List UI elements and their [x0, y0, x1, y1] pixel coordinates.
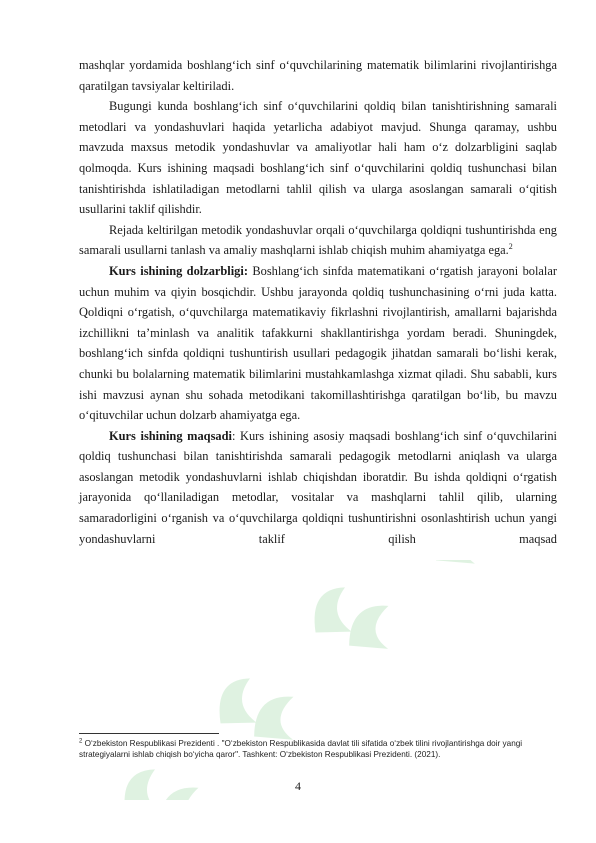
- paragraph: [79, 96, 557, 220]
- watermark-logo: [40, 560, 560, 800]
- paragraph: [79, 426, 557, 550]
- text-run: Boshlang‘ich sinfda matematikani o‘rgatish jarayoni bolalar uchun muhim va qiyin bosqichdir. Ushbu jarayonda qoldiq tushunchasining o‘rni juda katta. Qoldiqni o‘rgatish, o‘quvchilarga matematikaviy fikrlashni rivojlantirish, amallarni bajarishda izchillikni ta’minlash va analitik tafakkurni shakllantirishga yordam beradi. Shuningdek, boshlang‘ich sinfda qoldiqni tushuntirish usullari pedagogik jihatdan samarali bo‘lishi kerak, chunki bu bolalarning matematik bilimlarini mustahkamlashga xizmat qiladi. Shu sababli, kurs ishi mavzusi aynan shu sohada metodikani takomillashtirishga qaratilgan bo‘lib, bu mavzu o‘qituvchilar uchun dolzarb ahamiyatga ega.: [79, 263, 557, 423]
- footnote-separator: [79, 733, 219, 734]
- paragraph: [79, 55, 557, 96]
- page-number: 4: [295, 779, 301, 793]
- footnote-text: O‘zbekiston Respublikasi Prezidenti . "O‘zbekiston Respublikasida davlat tili sifatida o‘zbek tilini rivojlantirishga doir yangi strategiyalarni ishlab chiqish bo‘yicha qaror". Tashkent: O‘zbekiston Respublikasi Prezidenti. (2021).: [79, 739, 523, 759]
- text-run: Rejada keltirilgan metodik yondashuvlar orqali o‘quvchilarga qoldiqni tushuntirishda eng samarali usullarni tanlash va amaliy mashqlarni ishlab chiqish muhim ahamiyatga ega.: [79, 222, 557, 258]
- text-run: Bugungi kunda boshlang‘ich sinf o‘quvchilarini qoldiq bilan tanishtirishning samarali metodlari va yondashuvlari haqida yetarlicha adabiyot mavjud. Shunga qaramay, ushbu mavzuda maxsus metodik yondashuvlar va amaliyotlar hali ham o‘z dolzarbligini saqlab qolmoqda. Kurs ishining maqsadi boshlang‘ich sinf o‘quvchilarini qoldiq tushunchasi bilan tanishtirishda ishlatiladigan metodlarni tahlil qilish va ularga asoslangan samarali o‘qitish usullarini taklif qilishdir.: [79, 99, 557, 217]
- footnote: [79, 738, 559, 760]
- footnote-reference: 2: [508, 242, 513, 252]
- bold-heading-run: Kurs ishining dolzarbligi:: [109, 263, 248, 278]
- text-run: : Kurs ishining asosiy maqsadi boshlang‘ich sinf o‘quvchilarini qoldiq tushunchasi bilan tanishtirishda samarali pedagogik metodlarni aniqlash va ularga asoslangan metodik yondashuvlarni ishlab chiqishdan iboratdir. Bu ishda qoldiqni o‘rgatish jarayonida qo‘llaniladigan metodlar, vositalar va mashqlarni tahlil qilib, ularning samaradorligini o‘rganish va o‘quvchilarga qoldiqni tushuntirishni osonlashtirish uchun yangi yondashuvlarni taklif qilish maqsad: [79, 428, 558, 546]
- body-text: [79, 55, 557, 549]
- footnote-marker: 2: [79, 738, 83, 745]
- text-run: mashqlar yordamida boshlang‘ich sinf o‘quvchilarining matematik bilimlarini rivojlantirishga qaratilgan tavsiyalar keltiriladi.: [79, 58, 557, 93]
- paragraph: [79, 261, 557, 426]
- paragraph: [79, 220, 557, 261]
- bold-heading-run: Kurs ishining maqsadi: [109, 428, 232, 443]
